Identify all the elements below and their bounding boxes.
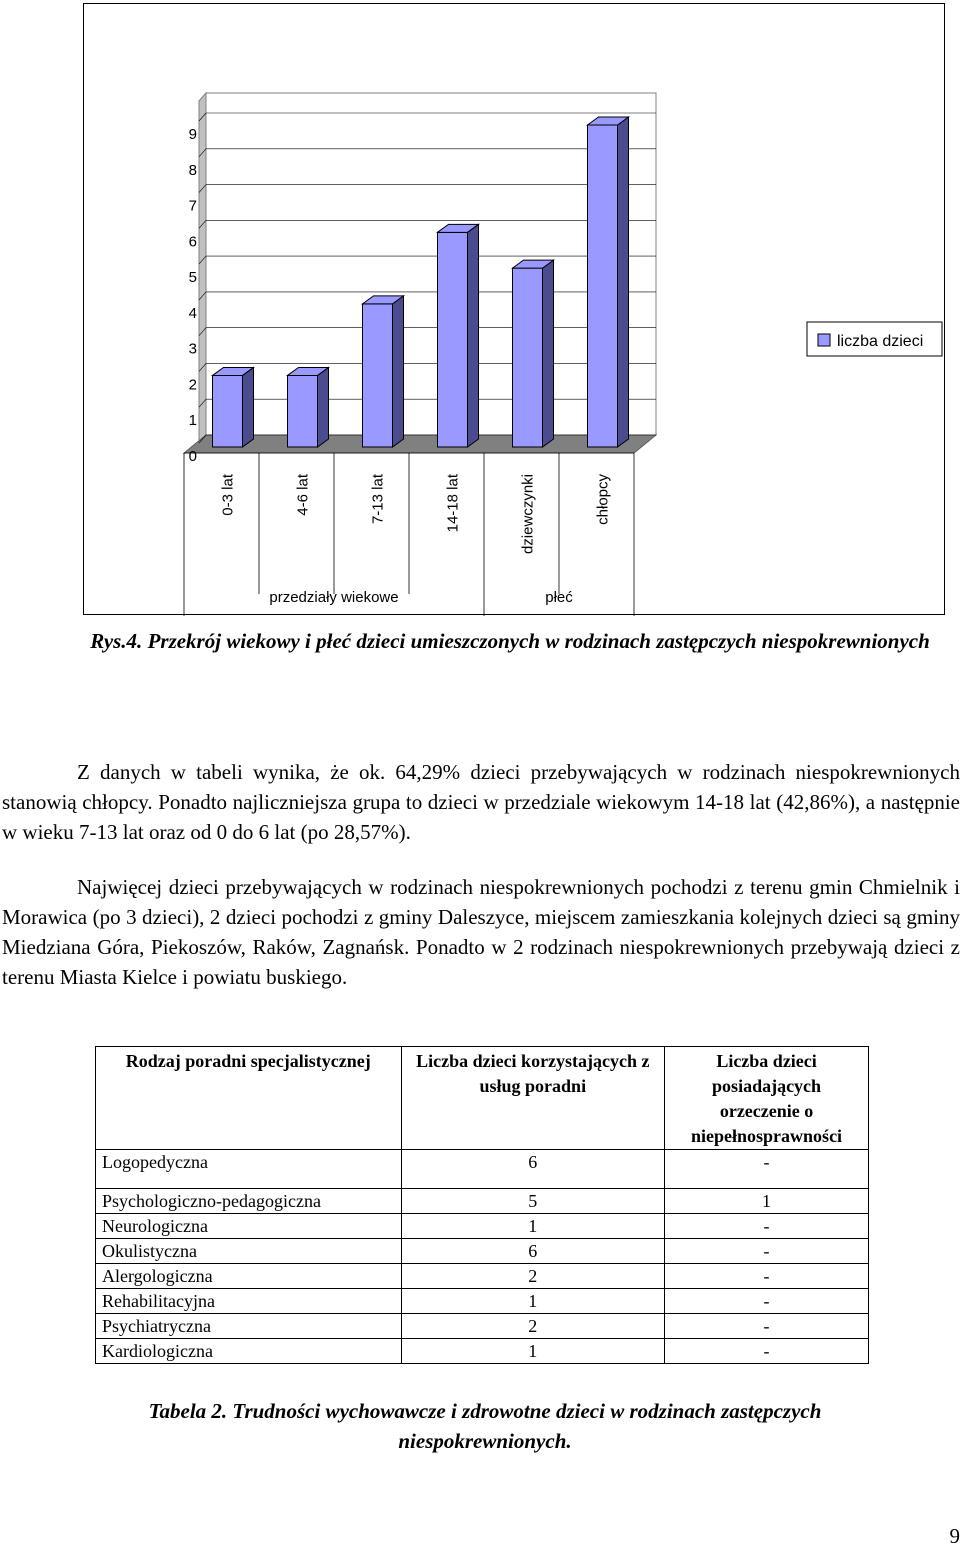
bar: [588, 125, 618, 447]
bar-chart: [84, 4, 946, 616]
y-tick-label: 3: [188, 340, 197, 358]
chart-side-wall: [199, 93, 206, 443]
table-row: [96, 1189, 869, 1214]
legend-label: liczba dzieci: [837, 333, 924, 350]
y-tick-label: 9: [188, 126, 197, 143]
page-number: 9: [949, 1524, 960, 1548]
table-row: [96, 1339, 869, 1364]
table-row: [96, 1314, 869, 1339]
bar-side: [243, 367, 254, 447]
table-cell: -: [665, 1289, 869, 1314]
bar: [513, 268, 543, 447]
x-tick-label: 4-6 lat: [294, 474, 312, 516]
table-cell: 5: [401, 1189, 665, 1214]
x-group-label: przedziały wiekowe: [269, 589, 399, 606]
y-tick-label: 4: [188, 304, 197, 322]
table-cell: -: [665, 1314, 869, 1339]
clinic-table: [95, 1046, 869, 1364]
legend-swatch: [818, 334, 830, 346]
table-cell: Psychologiczno-pedagogiczna: [96, 1189, 402, 1214]
table-row: [96, 1239, 869, 1264]
x-tick-label: chłopcy: [594, 474, 612, 525]
table-cell: Okulistyczna: [96, 1239, 402, 1264]
paragraph-2: Najwięcej dzieci przebywających w rodzinach niespokrewnionych pochodzi z terenu gmin Chmielnik i Morawica (po 3 dzieci), 2 dzieci pochodzi z gminy Daleszyce, miejscem zamieszkania kolejnych dzieci są gminy Miedziana Góra, Piekoszów, Raków, Zagnańsk. Ponadto w 2 rodzinach niespokrewnionych przebywają dzieci z terenu Miasta Kielce i powiatu buskiego.: [2, 875, 960, 989]
figure-caption-text: Przekrój wiekowy i płeć dzieci umieszczonych w rodzinach zastępczych niespokrewnionych: [142, 629, 930, 653]
bar: [438, 232, 468, 447]
table-row: [96, 1264, 869, 1289]
table-cell: 6: [401, 1239, 665, 1264]
table-header-cell: Liczba dzieci korzystających z usług poradni: [401, 1047, 665, 1150]
bar: [213, 375, 243, 447]
x-tick-label: 7-13 lat: [369, 474, 387, 525]
table-cell: Kardiologiczna: [96, 1339, 402, 1364]
table-cell: Alergologiczna: [96, 1264, 402, 1289]
table-cell: Rehabilitacyjna: [96, 1289, 402, 1314]
x-group-label: płeć: [545, 589, 573, 606]
table-row: [96, 1214, 869, 1239]
y-tick-label: 8: [188, 161, 197, 179]
table-cell: -: [665, 1150, 869, 1189]
figure-caption: [80, 626, 940, 656]
table-cell: -: [665, 1214, 869, 1239]
bar-side: [543, 260, 554, 447]
table-cell: -: [665, 1339, 869, 1364]
bar-side: [318, 367, 329, 447]
y-tick-label: 6: [188, 233, 197, 251]
y-tick-label: 7: [188, 197, 197, 215]
bar-side: [393, 296, 404, 447]
table-cell: Psychiatryczna: [96, 1314, 402, 1339]
table-cell: 1: [401, 1289, 665, 1314]
table-cell: 1: [401, 1339, 665, 1364]
x-tick-label: 14-18 lat: [444, 474, 462, 533]
table-header-cell: Liczba dzieci posiadających orzeczenie o niepełnosprawności: [665, 1047, 869, 1150]
table-cell: Logopedyczna: [96, 1150, 402, 1189]
y-tick-label: 1: [188, 412, 197, 430]
bar: [363, 304, 393, 447]
table-cell: 2: [401, 1264, 665, 1289]
bar-side: [468, 224, 479, 447]
paragraph-1: Z danych w tabeli wynika, że ok. 64,29% dzieci przebywających w rodzinach niespokrewnionych stanowią chłopcy. Ponadto najliczniejsza grupa to dzieci w przedziale wiekowym 14-18 lat (42,86%), a następnie w wieku 7-13 lat oraz od 0 do 6 lat (po 28,57%).: [2, 760, 960, 844]
table-row: [96, 1289, 869, 1314]
table-cell: -: [665, 1239, 869, 1264]
figure-caption-label: Rys.4.: [90, 629, 143, 653]
table-caption: Tabela 2. Trudności wychowawcze i zdrowotne dzieci w rodzinach zastępczych niespokrewnionych.: [148, 1399, 822, 1453]
table-cell: 6: [401, 1150, 665, 1189]
x-tick-label: dziewczynki: [519, 474, 537, 555]
y-tick-label: 2: [188, 376, 197, 394]
table-header-row: [96, 1047, 869, 1150]
table-cell: 2: [401, 1314, 665, 1339]
bar: [288, 375, 318, 447]
table-header-cell: Rodzaj poradni specjalistycznej: [96, 1047, 402, 1150]
table-cell: -: [665, 1264, 869, 1289]
table-row: [96, 1150, 869, 1189]
table-cell: Neurologiczna: [96, 1214, 402, 1239]
y-tick-label: 5: [188, 269, 197, 287]
bar-side: [618, 117, 629, 447]
x-tick-label: 0-3 lat: [219, 474, 237, 516]
chart-floor: [184, 435, 656, 453]
chart-frame: [83, 3, 945, 615]
y-tick-label: 0: [188, 448, 197, 465]
table-cell: 1: [665, 1189, 869, 1214]
table-cell: 1: [401, 1214, 665, 1239]
